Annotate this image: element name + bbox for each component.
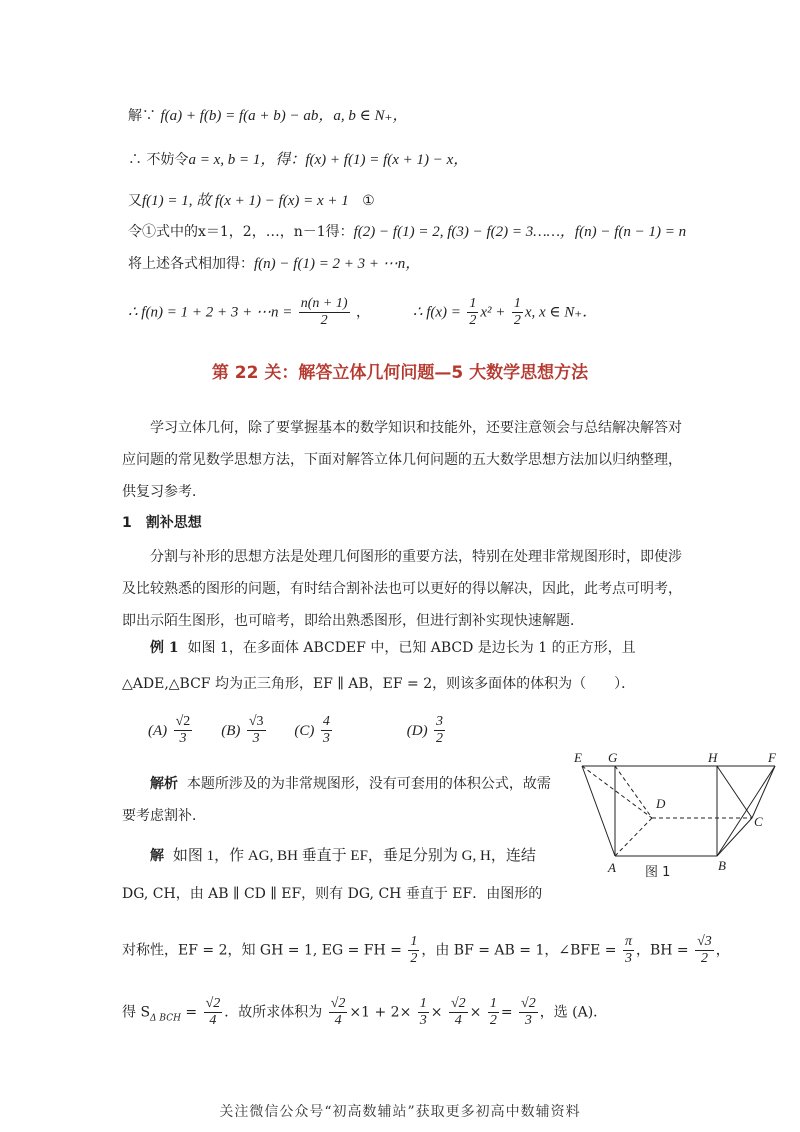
label-d: D <box>656 796 666 811</box>
solution-line-1: 解∵ f(a) + f(b) = f(a + b) − ab，a, b ∈ N₊， <box>128 108 408 124</box>
answer-line-4: 得 $S_{\Delta BCH}$ = $\frac{√2}{4}$ ．故所求体积为 $\frac{√2}{4}$ ×1 + 2× $\frac{1}{3}$ × $\frac{√2}{4}$ × $\frac{1}{2}$ = $\frac{√2}{3}$ ，选 (A)． <box>122 996 608 1028</box>
label-h: H <box>708 750 718 765</box>
edge-hc <box>717 766 752 818</box>
example-options <box>148 714 447 747</box>
example-line-2: △ADE,△BCF 均为正三角形，EF ∥ AB，EF = 2，则该多面体的体积为（ ）． <box>122 676 636 692</box>
option-c: (C) $\frac{4}{3}$ <box>294 714 330 746</box>
option-d: (D) $\frac{3}{2}$ <box>406 714 444 746</box>
answer-line-3: 对称性，EF = 2，知 GH = 1, EG = FH = $\frac{1}{2}$ ，由 BF = AB = 1，∠BFE = $\frac{\pi}{3}$ ，BH = $\frac{√3}{2}$ ， <box>122 934 730 966</box>
example-line-1: 例 1 如图 1，在多面体 ABCDEF 中，已知 ABCD 是边长为 1 的正方形，且 <box>150 640 636 656</box>
edge-ed <box>582 766 652 818</box>
edge-bc <box>717 818 752 856</box>
option-a: (A) $\frac{√2}{3}$ <box>148 714 191 746</box>
solution-line-5: 将上述各式相加得：f(n) − f(1) = 2 + 3 + ⋯n， <box>128 256 421 272</box>
solution-line-4: 令①式中的x＝1，2，…，n－1得：f(2) − f(1) = 2, f(3) − f(2) = 3……，f(n) − f(n − 1) = n <box>128 224 687 240</box>
paragraph-1: 分割与补形的思想方法是处理几何图形的重要方法，特别在处理非常规图形时，即使涉及比较熟悉的图形的问题，有时结合割补法也可以更好的得以解决，因此，此考点可明考，即出示陌生图形，也可暗考，即给出熟悉图形，但进行割补实现快速解题． <box>122 549 682 629</box>
label-e: E <box>574 750 582 765</box>
analysis-line-2: 要考虑割补． <box>122 808 206 824</box>
edge-gd <box>615 766 652 818</box>
intro-paragraph: 学习立体几何，除了要掌握基本的数学知识和技能外，还要注意领会与总结解决解答对应问题的常见数学思想方法，下面对解答立体几何问题的五大数学思想方法加以归纳整理，供复习参考． <box>122 420 682 500</box>
edge-ea <box>582 766 615 856</box>
label-c: C <box>754 814 763 829</box>
label-a: A <box>608 860 616 875</box>
section-title: 第 22 关：解答立体几何问题—5 大数学思想方法 <box>211 363 589 383</box>
solution-line-2: ∴ 不妨令a = x, b = 1，得：f(x) + f(1) = f(x + 1) − x， <box>128 152 469 168</box>
option-b: (B) $\frac{√3}{3}$ <box>221 714 264 746</box>
label-b: B <box>718 858 726 873</box>
footer: 关注微信公众号“初高数辅站”获取更多初高中数辅资料 <box>219 1104 581 1120</box>
edge-ad <box>615 818 652 856</box>
label-f: F <box>768 750 776 765</box>
solution-line-6: ∴ f(n) = 1 + 2 + 3 + ⋯n = $\frac{n(n + 1)}{2}$ ， ∴ f(x) = $\frac{1}{2}$ x² + $\frac{1}{2}$ x, x ∈ N₊． <box>128 296 598 328</box>
heading-1: 1 割补思想 <box>122 515 202 531</box>
label-g: G <box>608 750 618 765</box>
analysis-line-1: 解析 本题所涉及的为非常规图形，没有可套用的体积公式，故需 <box>150 776 551 792</box>
answer-line-1: 解 如图 1，作 AG, BH 垂直于 EF，垂足分别为 G, H，连结 <box>150 848 536 864</box>
figure-1-polyhedron <box>570 748 790 888</box>
solution-line-3: 又f(1) = 1, 故 f(x + 1) − f(x) = x + 1 ① <box>128 193 375 209</box>
edge-fc <box>752 766 775 818</box>
answer-line-2: DG, CH，由 AB ∥ CD ∥ EF，则有 DG, CH 垂直于 EF．由图形的 <box>122 886 543 902</box>
figure-caption: 图 1 <box>645 865 671 880</box>
